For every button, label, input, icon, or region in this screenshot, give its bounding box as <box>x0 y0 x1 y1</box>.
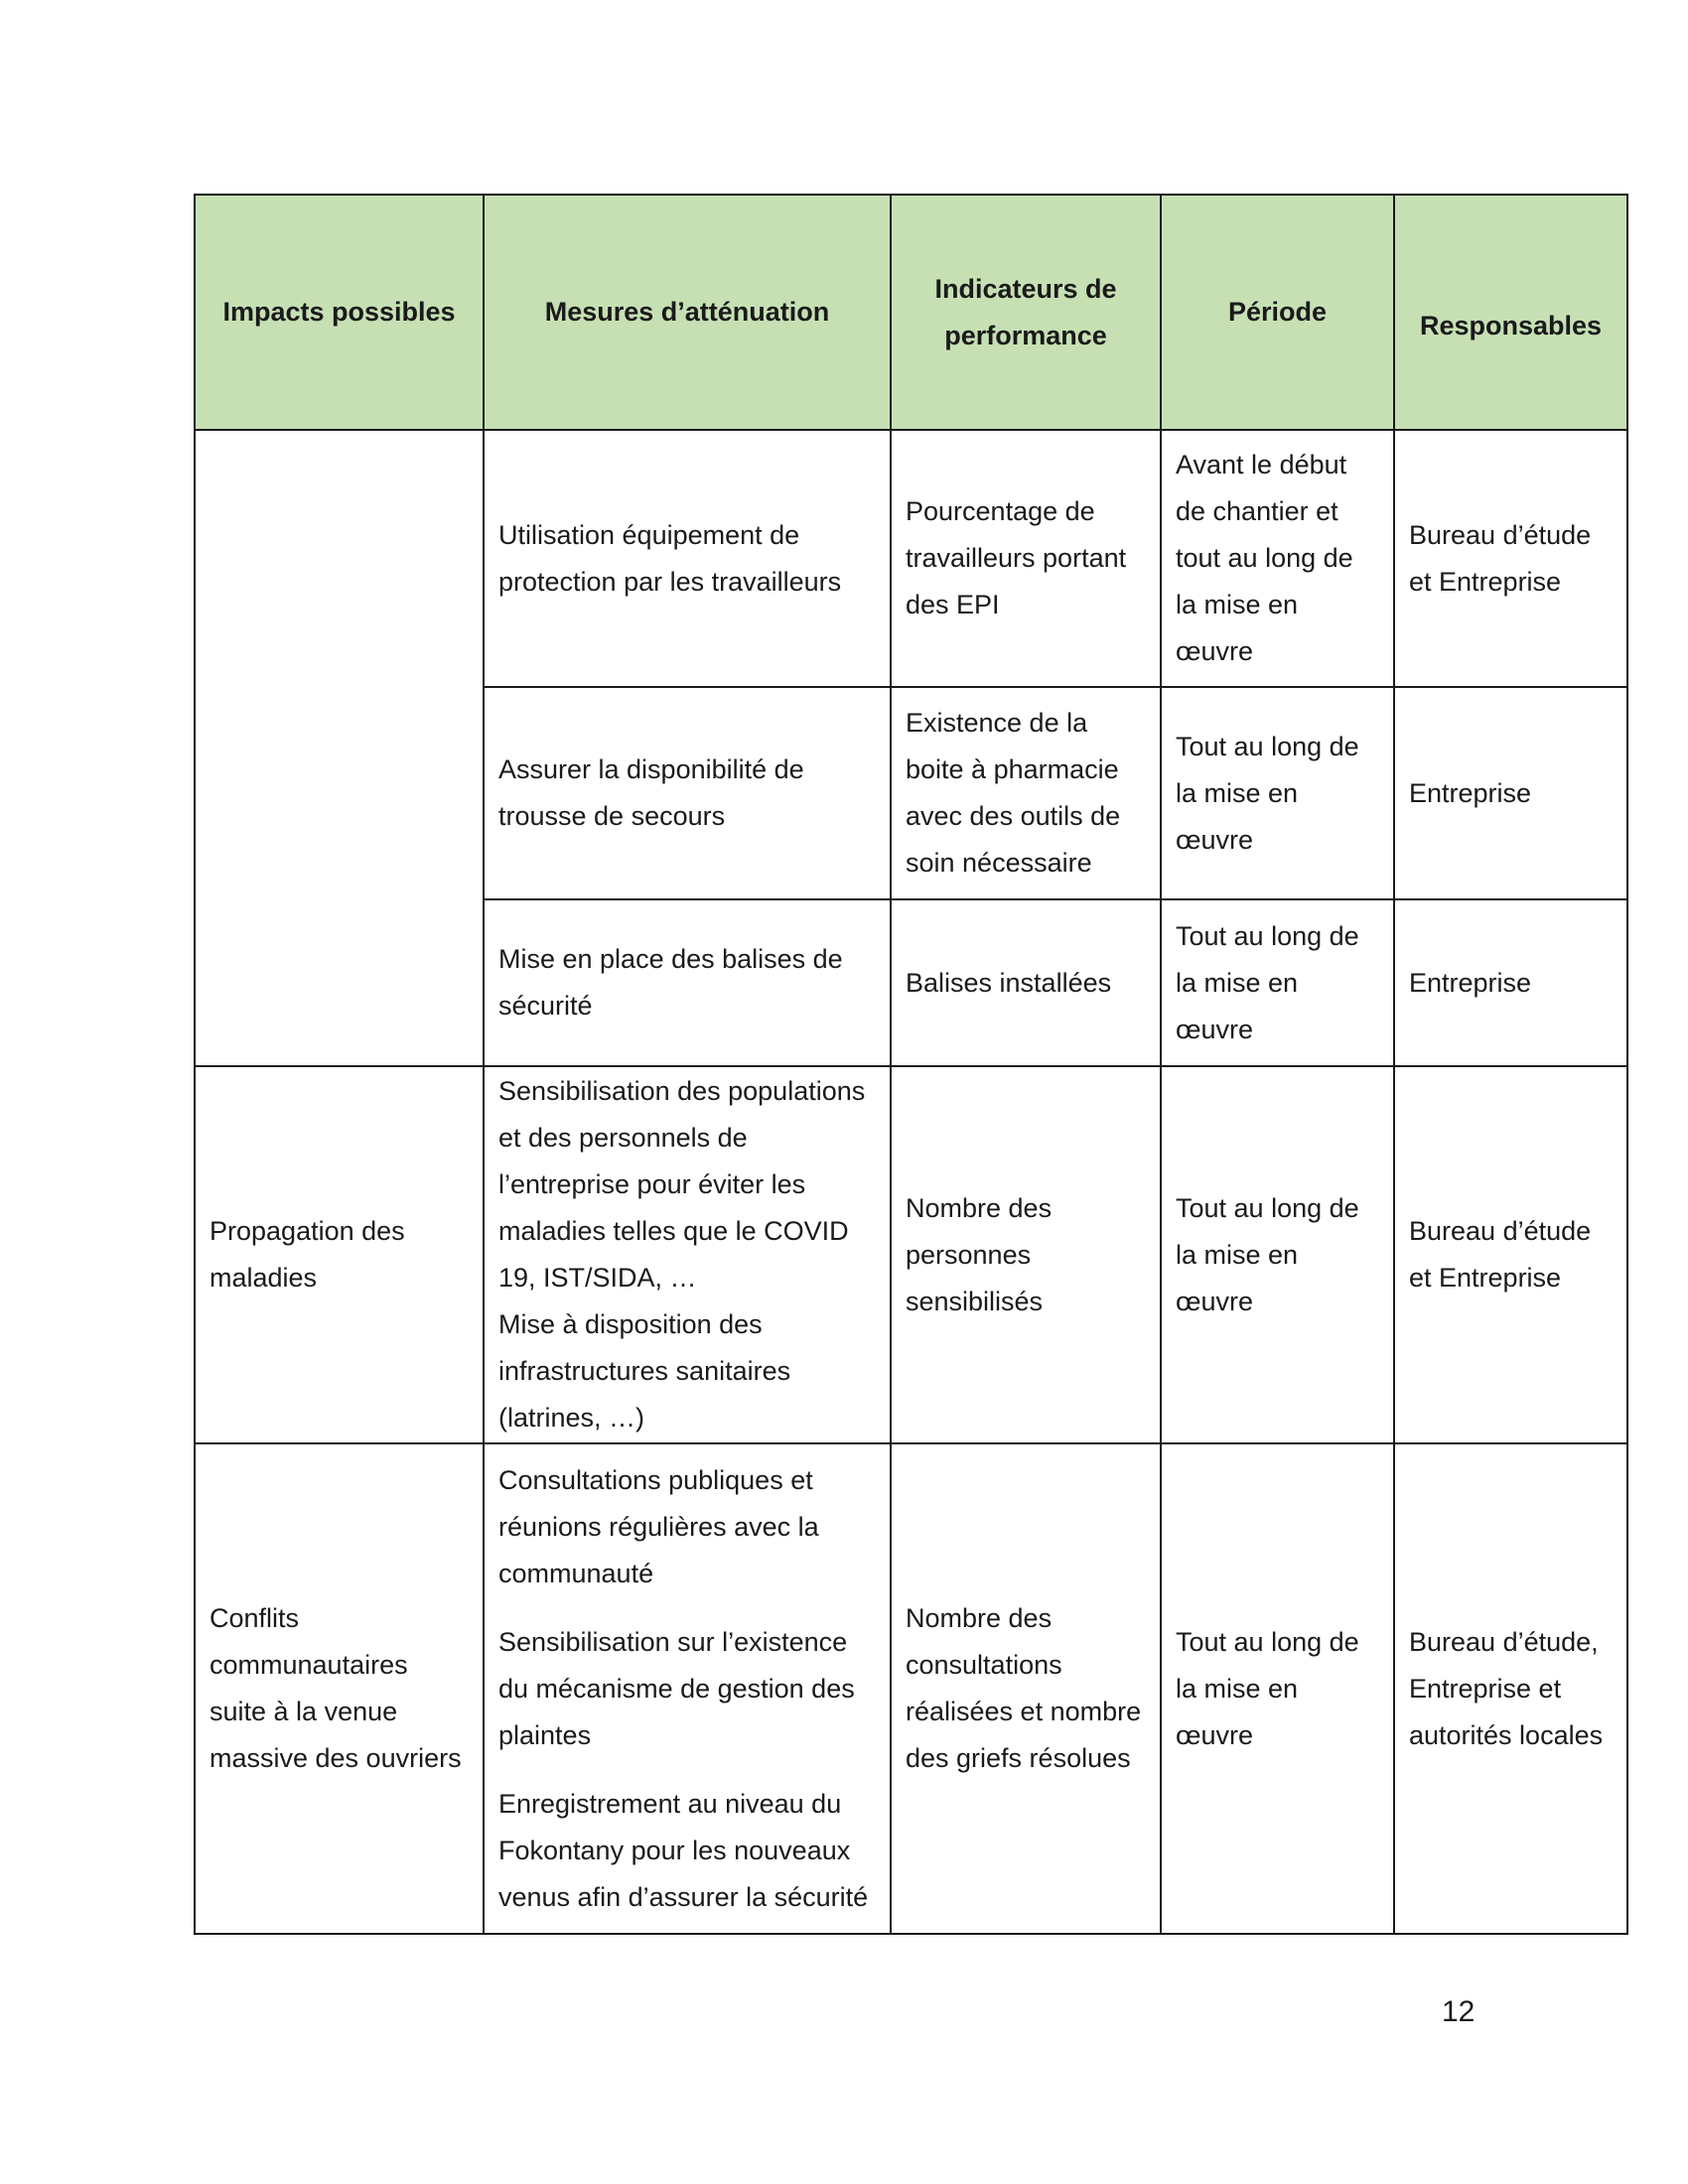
measure-text: Mise en place des balises de sécurité <box>498 944 843 1021</box>
period-cell: Tout au long de la mise en œuvre <box>1161 899 1394 1066</box>
measures-cell <box>484 430 891 687</box>
indicator-cell: Balises installées <box>891 899 1161 1066</box>
measure-text: Sensibilisation sur l’existence du mécanisme de gestion des plaintes <box>498 1626 855 1750</box>
period-cell: Avant le début de chantier et tout au long de la mise en œuvre <box>1161 430 1394 687</box>
responsible-cell: Entreprise <box>1394 899 1627 1066</box>
indicator-cell: Existence de la boite à pharmacie avec des outils de soin nécessaire <box>891 687 1161 899</box>
measure-text: Consultations publiques et réunions régulières avec la communauté <box>498 1464 819 1588</box>
indicator-cell: Pourcentage de travailleurs portant des EPI <box>891 430 1161 687</box>
measures-cell <box>484 1066 891 1443</box>
measure-text: Assurer la disponibilité de trousse de secours <box>498 754 804 831</box>
page-number: 12 <box>1442 1995 1476 2028</box>
indicator-cell: Nombre des personnes sensibilisés <box>891 1066 1161 1443</box>
period-cell: Tout au long de la mise en œuvre <box>1161 1066 1394 1443</box>
mitigation-measures-table <box>194 194 1628 1935</box>
indicator-cell: Nombre des consultations réalisées et nombre des griefs résolues <box>891 1443 1161 1934</box>
table-row <box>195 430 1627 687</box>
table-header-row <box>195 195 1627 430</box>
measure-text: Enregistrement au niveau du Fokontany pour les nouveaux venus afin d’assurer la sécurité <box>498 1788 869 1912</box>
table-row <box>195 1066 1627 1443</box>
impact-cell: Conflits communautaires suite à la venue massive des ouvriers <box>195 1443 484 1934</box>
responsible-cell: Entreprise <box>1394 687 1627 899</box>
header-indicators: Indicateurs de performance <box>891 195 1161 430</box>
impact-cell: Propagation des maladies <box>195 1066 484 1443</box>
measure-text: Sensibilisation des populations et des personnels de l’entreprise pour éviter les maladies telles que le COVID 19, IST/SIDA, … <box>498 1076 866 1293</box>
period-cell: Tout au long de la mise en œuvre <box>1161 1443 1394 1934</box>
measures-cell <box>484 687 891 899</box>
header-impacts: Impacts possibles <box>195 195 484 430</box>
header-measures: Mesures d’atténuation <box>484 195 891 430</box>
period-cell: Tout au long de la mise en œuvre <box>1161 687 1394 899</box>
impact-cell <box>195 430 484 1066</box>
table-row <box>195 1443 1627 1934</box>
measure-text: Mise à disposition des infrastructures sanitaires (latrines, …) <box>498 1309 791 1433</box>
header-responsibles: Responsables <box>1394 195 1627 430</box>
measures-cell <box>484 1443 891 1934</box>
responsible-cell: Bureau d’étude et Entreprise <box>1394 1066 1627 1443</box>
responsible-cell: Bureau d’étude et Entreprise <box>1394 430 1627 687</box>
responsible-cell: Bureau d’étude, Entreprise et autorités locales <box>1394 1443 1627 1934</box>
header-period: Période <box>1161 195 1394 430</box>
measures-cell <box>484 899 891 1066</box>
measure-text: Utilisation équipement de protection par les travailleurs <box>498 519 842 597</box>
